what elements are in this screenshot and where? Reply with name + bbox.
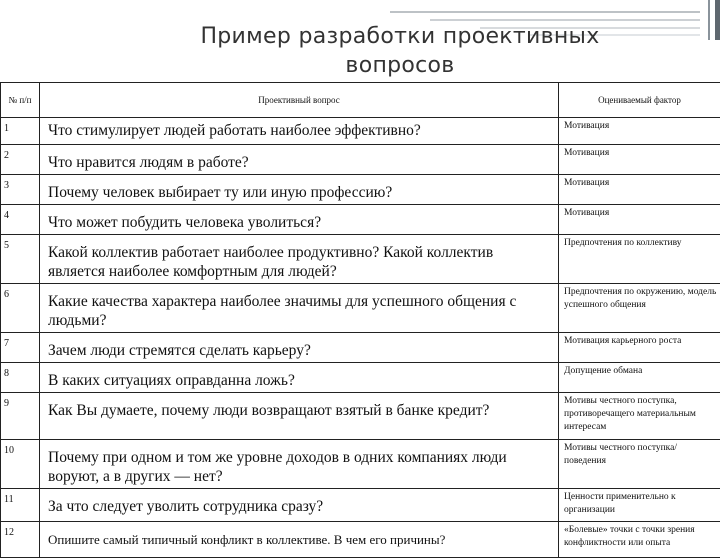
row-num: 4: [1, 205, 40, 235]
page-title: Пример разработки проективных вопросов: [150, 22, 650, 80]
row-question: Что нравится людям в работе?: [40, 145, 559, 175]
row-factor: Мотивы честного поступка/поведения: [559, 440, 720, 489]
row-num: 3: [1, 175, 40, 205]
row-factor: Предпочтения по коллективу: [559, 235, 720, 284]
header-factor: Оцениваемый фактор: [559, 83, 720, 118]
row-question: Зачем люди стремятся сделать карьеру?: [40, 333, 559, 363]
row-num: 9: [1, 393, 40, 440]
row-num: 10: [1, 440, 40, 489]
table-row: [1, 118, 720, 145]
row-question: Что стимулирует людей работать наиболее эффективно?: [40, 118, 559, 145]
row-question: Почему при одном и том же уровне доходов в одних компаниях люди воруют, а в других — нет?: [40, 440, 559, 489]
row-factor: Мотивация: [559, 118, 720, 145]
row-question: Опишите самый типичный конфликт в коллективе. В чем его причины?: [40, 522, 559, 558]
row-question: Как Вы думаете, почему люди возвращают взятый в банке кредит?: [40, 393, 559, 440]
header-num: № п/п: [1, 83, 40, 118]
row-factor: Мотивация: [559, 205, 720, 235]
row-num: 5: [1, 235, 40, 284]
row-question: В каких ситуациях оправданна ложь?: [40, 363, 559, 393]
row-factor: Мотивация: [559, 145, 720, 175]
row-question: Почему человек выбирает ту или иную профессию?: [40, 175, 559, 205]
table-row: [1, 333, 720, 363]
row-question: За что следует уволить сотрудника сразу?: [40, 489, 559, 522]
table-row: [1, 145, 720, 175]
table-row: [1, 489, 720, 522]
table-row: [1, 205, 720, 235]
row-factor: Предпочтения по окружению, модель успешного общения: [559, 284, 720, 333]
row-factor: Ценности применительно к организации: [559, 489, 720, 522]
table-row: [1, 284, 720, 333]
row-num: 12: [1, 522, 40, 558]
row-question: Что может побудить человека уволиться?: [40, 205, 559, 235]
table-header-row: [1, 83, 720, 118]
table-row: [1, 175, 720, 205]
header-question: Проективный вопрос: [40, 83, 559, 118]
table-row: [1, 363, 720, 393]
questions-table: [0, 82, 720, 558]
row-num: 11: [1, 489, 40, 522]
row-question: Какой коллектив работает наиболее продуктивно? Какой коллектив является наиболее комфортным для людей?: [40, 235, 559, 284]
row-question: Какие качества характера наиболее значимы для успешного общения с людьми?: [40, 284, 559, 333]
row-num: 1: [1, 118, 40, 145]
row-factor: Мотивация карьерного роста: [559, 333, 720, 363]
row-num: 2: [1, 145, 40, 175]
row-factor: Мотивы честного поступка, противоречащего материальным интересам: [559, 393, 720, 440]
row-num: 6: [1, 284, 40, 333]
row-num: 8: [1, 363, 40, 393]
table-row: [1, 235, 720, 284]
row-factor: Допущение обмана: [559, 363, 720, 393]
table-row: [1, 440, 720, 489]
row-factor: Мотивация: [559, 175, 720, 205]
row-num: 7: [1, 333, 40, 363]
table-row: [1, 393, 720, 440]
row-factor: «Болевые» точки с точки зрения конфликтности или опыта: [559, 522, 720, 558]
